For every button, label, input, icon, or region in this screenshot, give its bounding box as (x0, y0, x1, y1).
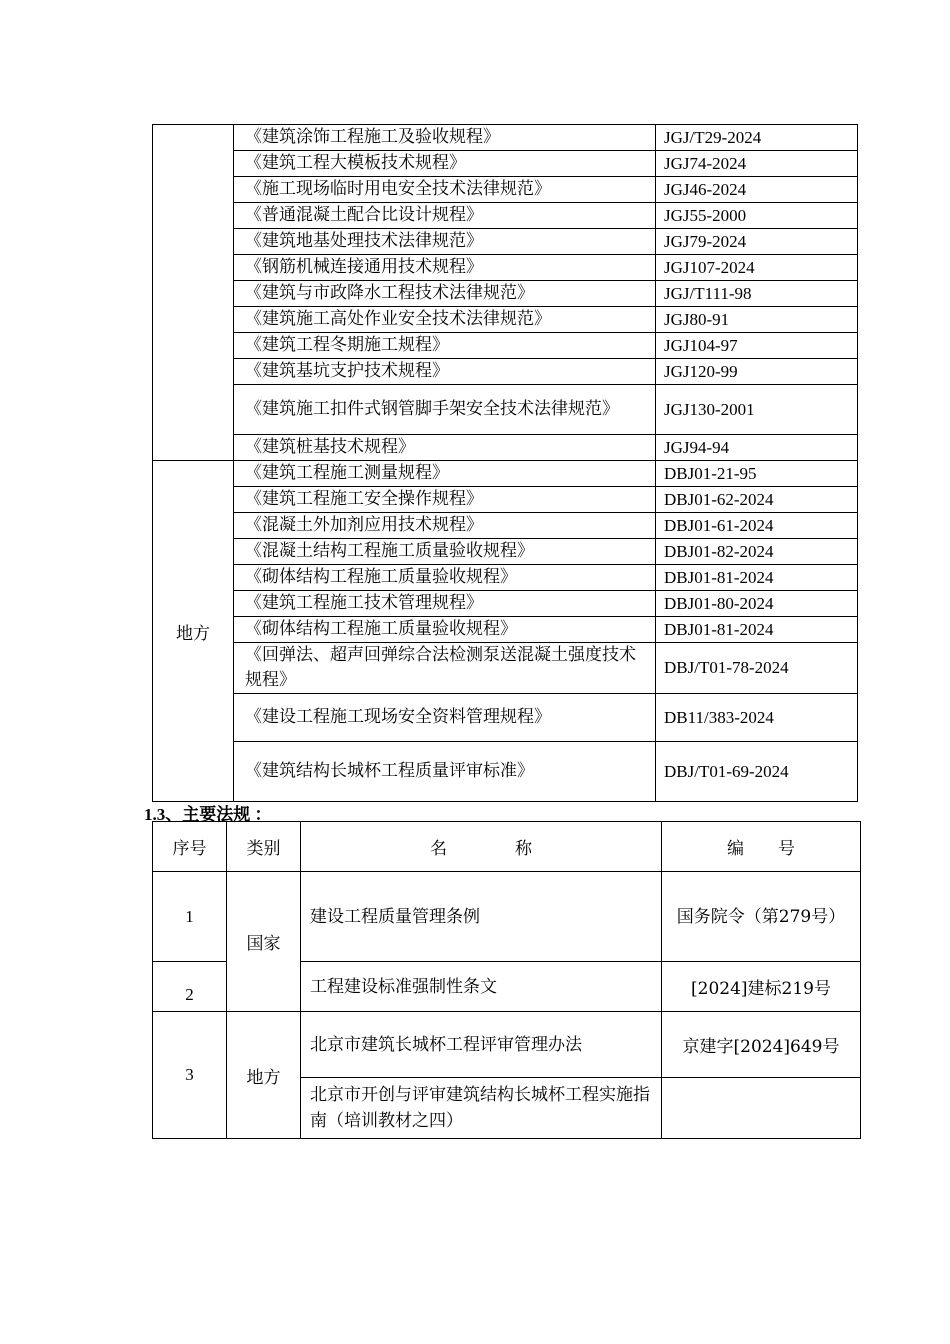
standard-name: 《建筑桩基技术规程》 (234, 435, 656, 461)
standard-name: 《回弹法、超声回弹综合法检测泵送混凝土强度技术规程》 (234, 643, 656, 694)
standard-code: DBJ01-81-2024 (656, 617, 858, 643)
standard-name: 《建筑工程施工技术管理规程》 (234, 591, 656, 617)
header-seq: 序号 (153, 822, 227, 872)
standard-code: DBJ/T01-69-2024 (656, 742, 858, 802)
header-name: 名 称 (301, 822, 662, 872)
header-category: 类别 (227, 822, 301, 872)
regulation-code: [2024]建标219号 (662, 962, 861, 1012)
regulation-code: 国务院令（第279号） (662, 872, 861, 962)
standard-name: 《建筑施工高处作业安全技术法律规范》 (234, 307, 656, 333)
standard-code: JGJ79-2024 (656, 229, 858, 255)
standard-code: DBJ01-82-2024 (656, 539, 858, 565)
regulation-name: 建设工程质量管理条例 (301, 872, 662, 962)
standards-table (152, 124, 858, 802)
standard-name: 《砌体结构工程施工质量验收规程》 (234, 617, 656, 643)
standard-code: DBJ01-80-2024 (656, 591, 858, 617)
standard-code: JGJ/T111-98 (656, 281, 858, 307)
standard-name: 《钢筋机械连接通用技术规程》 (234, 255, 656, 281)
standard-name: 《建筑工程大模板技术规程》 (234, 151, 656, 177)
standard-code: JGJ104-97 (656, 333, 858, 359)
standard-name: 《建筑工程施工测量规程》 (234, 461, 656, 487)
row-category: 国家 (227, 872, 301, 1012)
row-seq: 2 (153, 962, 227, 1012)
standard-code: DB11/383-2024 (656, 694, 858, 742)
regulation-name: 工程建设标准强制性条文 (301, 962, 662, 1012)
standard-code: JGJ55-2000 (656, 203, 858, 229)
standard-name: 《建筑结构长城杯工程质量评审标准》 (234, 742, 656, 802)
standard-name: 《施工现场临时用电安全技术法律规范》 (234, 177, 656, 203)
regulation-name: 北京市开创与评审建筑结构长城杯工程实施指南（培训教材之四） (301, 1078, 662, 1139)
section-heading: 1.3、主要法规 ： (144, 805, 272, 824)
row-category: 地方 (227, 1012, 301, 1139)
standard-code: JGJ46-2024 (656, 177, 858, 203)
standard-name: 《建筑工程施工安全操作规程》 (234, 487, 656, 513)
standard-code: JGJ120-99 (656, 359, 858, 385)
standard-code: DBJ01-81-2024 (656, 565, 858, 591)
standard-name: 《混凝土结构工程施工质量验收规程》 (234, 539, 656, 565)
standard-code: JGJ74-2024 (656, 151, 858, 177)
regulation-code: 京建字[2024]649号 (662, 1012, 861, 1078)
standard-name: 《建筑地基处理技术法律规范》 (234, 229, 656, 255)
header-code: 编 号 (662, 822, 861, 872)
standard-name: 《建筑工程冬期施工规程》 (234, 333, 656, 359)
row-seq: 3 (153, 1012, 227, 1139)
standard-name: 《普通混凝土配合比设计规程》 (234, 203, 656, 229)
standard-name: 《建筑与市政降水工程技术法律规范》 (234, 281, 656, 307)
standard-name: 《建筑施工扣件式钢管脚手架安全技术法律规范》 (234, 385, 656, 435)
standard-code: JGJ94-94 (656, 435, 858, 461)
standard-code: DBJ01-21-95 (656, 461, 858, 487)
category-cell-local: 地方 (153, 461, 234, 802)
standard-name: 《混凝土外加剂应用技术规程》 (234, 513, 656, 539)
regulations-table (152, 821, 861, 1139)
category-cell-national (153, 125, 234, 461)
regulation-name: 北京市建筑长城杯工程评审管理办法 (301, 1012, 662, 1078)
standard-code: JGJ/T29-2024 (656, 125, 858, 151)
standard-code: JGJ130-2001 (656, 385, 858, 435)
row-seq: 1 (153, 872, 227, 962)
standard-code: JGJ80-91 (656, 307, 858, 333)
standard-name: 《砌体结构工程施工质量验收规程》 (234, 565, 656, 591)
standard-name: 《建筑涂饰工程施工及验收规程》 (234, 125, 656, 151)
standard-code: DBJ/T01-78-2024 (656, 643, 858, 694)
standard-name: 《建筑基坑支护技术规程》 (234, 359, 656, 385)
regulation-code (662, 1078, 861, 1139)
standard-code: DBJ01-62-2024 (656, 487, 858, 513)
standard-name: 《建设工程施工现场安全资料管理规程》 (234, 694, 656, 742)
standard-code: DBJ01-61-2024 (656, 513, 858, 539)
standard-code: JGJ107-2024 (656, 255, 858, 281)
